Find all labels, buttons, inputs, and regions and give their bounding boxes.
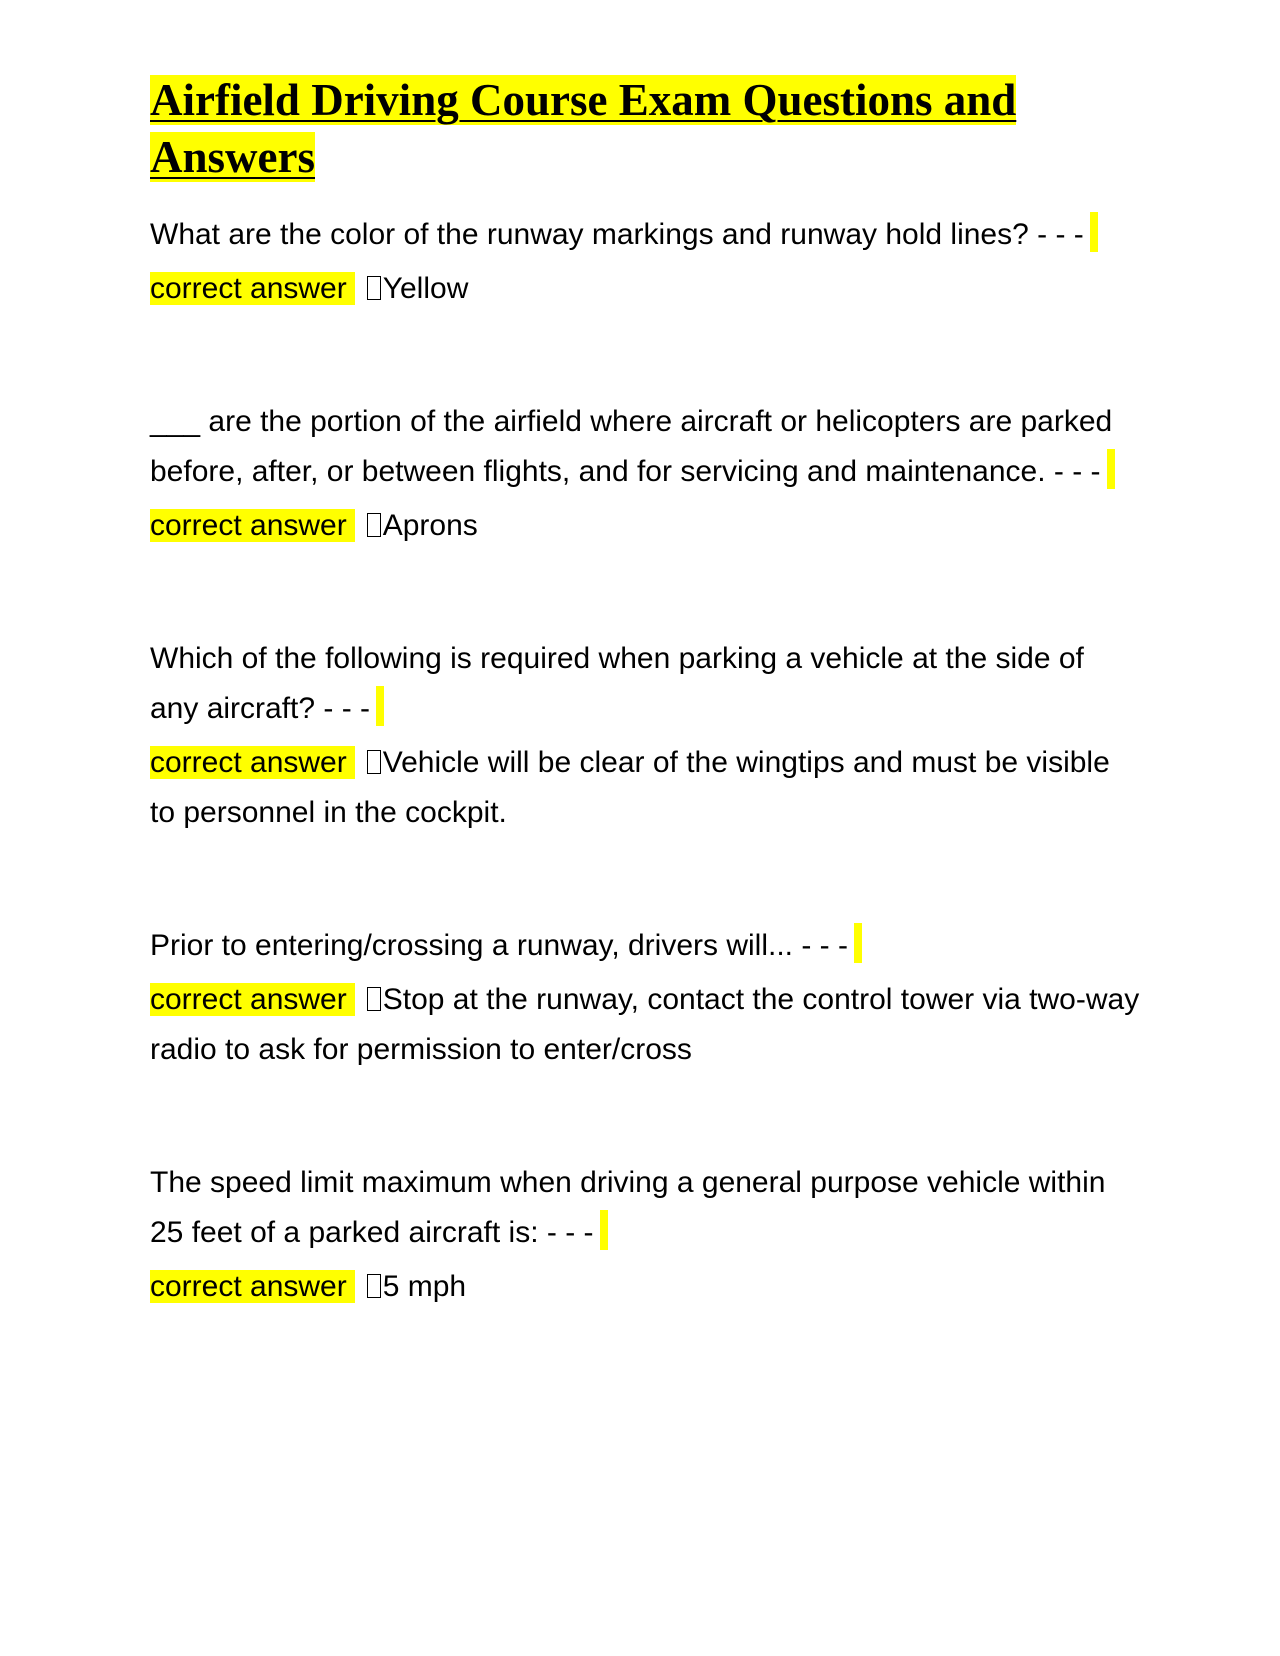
missing-glyph-icon [367,513,381,537]
answer-text: Vehicle will be clear of the wingtips and must be visible to personnel in the cockpit. [150,746,1110,829]
answer-label: correct answer [150,509,355,542]
document-page [150,72,1140,1312]
answer-line [150,264,1140,314]
missing-glyph-icon [367,750,381,774]
qa-item [150,1158,1140,1312]
document-title-text: Airfield Driving Course Exam Questions and Answers [150,75,1017,182]
answer-line [150,975,1140,1075]
answer-text: 5 mph [382,1270,467,1303]
answer-line [150,738,1140,838]
answer-label: correct answer [150,746,355,779]
answer-text: Aprons [382,509,478,542]
highlight-mark [1090,212,1098,252]
missing-glyph-icon [367,987,381,1011]
question-text: Which of the following is required when parking a vehicle at the side of any aircraft? - - - [150,642,1084,725]
answer-label: correct answer [150,983,355,1016]
document-title [150,72,1140,186]
highlight-mark [1107,449,1115,489]
highlight-mark [600,1210,608,1250]
highlight-mark [376,686,384,726]
answer-line [150,1262,1140,1312]
qa-item [150,921,1140,1075]
answer-line [150,501,1140,551]
answer-text: Stop at the runway, contact the control tower via two-way radio to ask for permission to enter/cross [150,983,1140,1066]
qa-item [150,397,1140,551]
question-text: ___ are the portion of the airfield where aircraft or helicopters are parked before, after, or between flights, and for servicing and maintenance. - - - [150,397,1140,497]
highlight-mark [854,923,862,963]
question-text: The speed limit maximum when driving a general purpose vehicle within 25 feet of a parked aircraft is: - - - [150,1166,1106,1249]
missing-glyph-icon [367,1274,381,1298]
question-text: What are the color of the runway markings and runway hold lines? - - - [150,210,1140,260]
missing-glyph-icon [367,276,381,300]
answer-label: correct answer [150,1270,355,1303]
qa-item [150,210,1140,314]
question-text: Prior to entering/crossing a runway, drivers will... - - - [150,921,1140,971]
answer-text: Yellow [382,272,469,305]
answer-label: correct answer [150,272,355,305]
qa-item [150,634,1140,838]
